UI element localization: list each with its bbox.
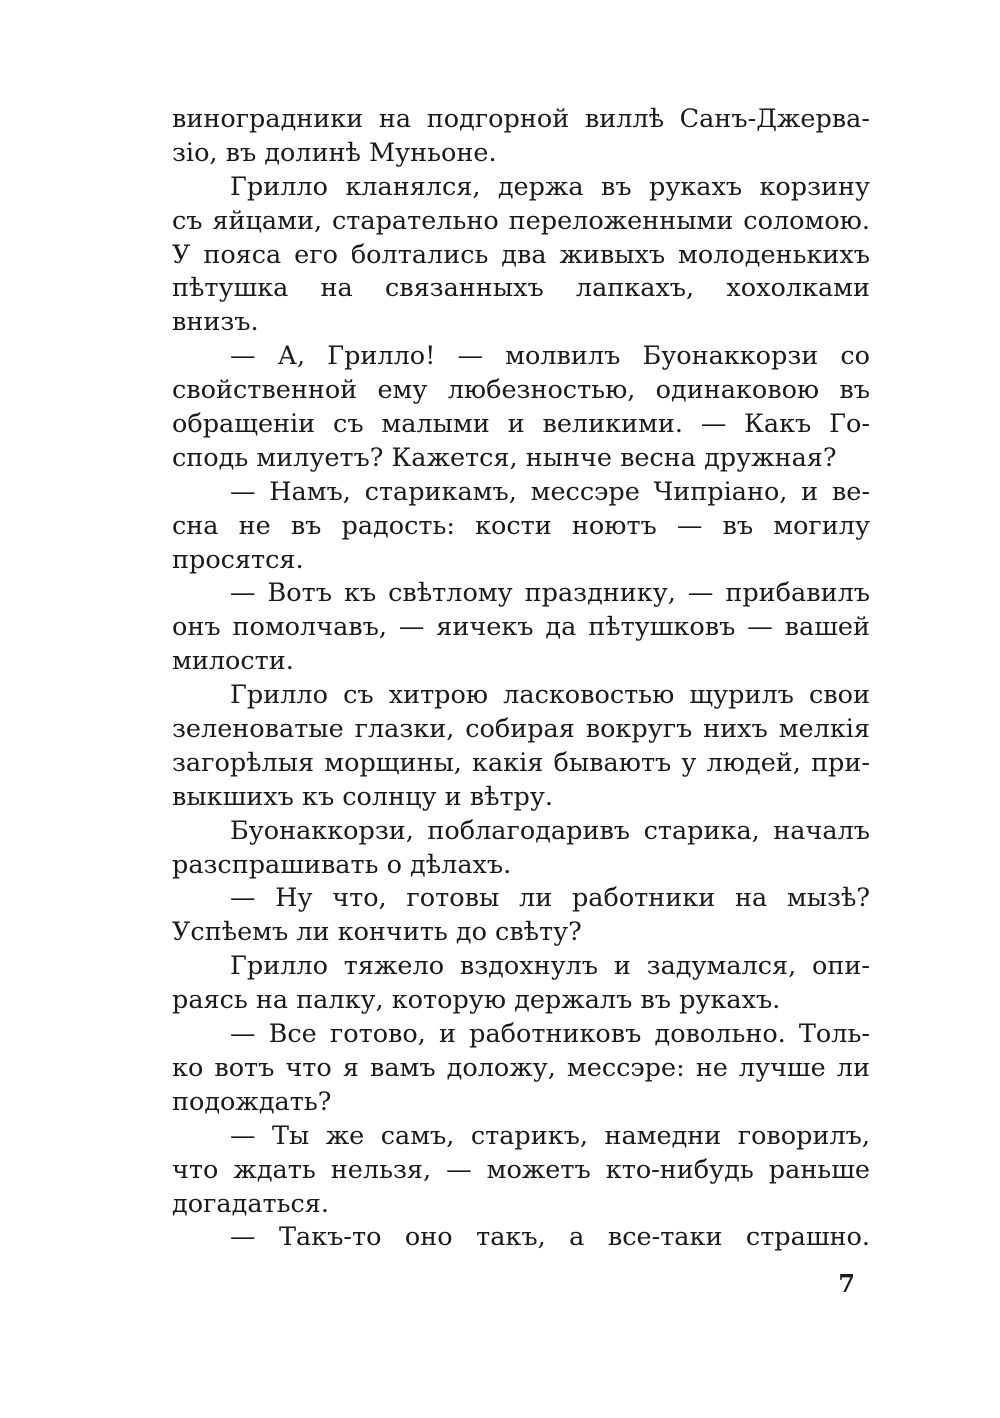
text-line: Грилло съ хитрою ласковостью щурилъ свои — [230, 680, 870, 711]
text-line: милости. — [172, 646, 294, 677]
text-line: ко вотъ что я вамъ доложу, мессэре: не лучше ли — [172, 1052, 870, 1083]
text-line: просятся. — [172, 544, 304, 575]
text-line: съ яйцами, старательно переложенными соломою. — [172, 205, 870, 236]
text-line: — Ты же самъ, старикъ, намедни говорилъ, — [230, 1120, 870, 1151]
text-line: загорѣлыя морщины, какія бываютъ у людей, при- — [172, 747, 870, 778]
text-line: — Вотъ къ свѣтлому празднику, — прибавилъ — [230, 578, 870, 609]
text-line: зіо, въ долинѣ Муньоне. — [172, 137, 497, 168]
text-line: пѣтушка на связанныхъ лапкахъ, хохолками — [172, 273, 870, 304]
text-line: подождать? — [172, 1086, 332, 1117]
text-line: — Такъ-то оно такъ, а все-таки страшно. — [230, 1222, 870, 1253]
body-text — [172, 103, 870, 1255]
text-line: — А, Грилло! — молвилъ Буонаккорзи со — [230, 341, 870, 372]
text-line: онъ помолчавъ, — яичекъ да пѣтушковъ — вашей — [172, 612, 870, 643]
text-line: зеленоватые глазки, собирая вокругъ нихъ мелкія — [172, 714, 870, 745]
text-line: сподь милуетъ? Кажется, нынче весна дружная? — [172, 442, 837, 473]
text-line: выкшихъ къ солнцу и вѣтру. — [172, 781, 553, 812]
text-line: Буонаккорзи, поблагодаривъ старика, началъ — [230, 815, 870, 846]
text-line: догадаться. — [172, 1188, 329, 1219]
text-line: свойственной ему любезностью, одинаковою въ — [172, 375, 870, 406]
text-line: виноградники на подгорной виллѣ Санъ-Джерва- — [172, 104, 870, 134]
text-line: внизъ. — [172, 307, 259, 338]
text-line: что ждать нельзя, — можетъ кто-нибудь раньше — [172, 1154, 870, 1185]
text-line: У пояса его болтались два живыхъ молоденькихъ — [172, 239, 870, 270]
text-line: Успѣемъ ли кончить до свѣту? — [172, 917, 582, 948]
text-line: Грилло кланялся, держа въ рукахъ корзину — [230, 171, 870, 202]
text-line: разспрашивать о дѣлахъ. — [172, 849, 512, 880]
text-line: — Ну что, готовы ли работники на мызѣ? — [230, 883, 870, 914]
text-line: обращеніи съ малыми и великими. — Какъ Го- — [172, 409, 870, 440]
text-line: сна не въ радость: кости ноютъ — въ могилу — [172, 510, 870, 541]
page-number: 7 — [838, 1269, 855, 1298]
text-line: — Все готово, и работниковъ довольно. Толь- — [230, 1019, 870, 1050]
text-line: Грилло тяжело вздохнулъ и задумался, опи- — [230, 951, 870, 982]
text-line: раясь на палку, которую держалъ въ рукахъ. — [172, 985, 781, 1016]
text-line: — Намъ, старикамъ, мессэре Чипріано, и ве- — [230, 476, 870, 507]
